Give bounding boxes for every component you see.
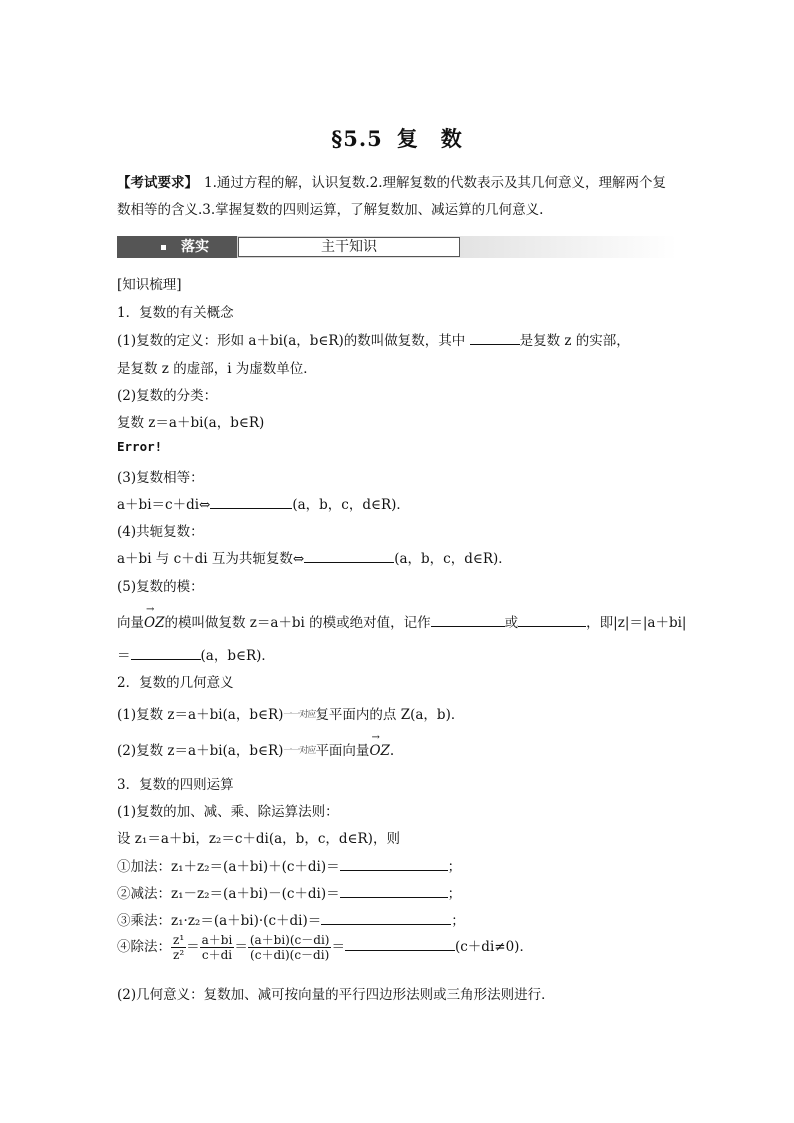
requirements-tag: 【考试要求】 [117, 175, 198, 191]
line-addition: ①加法：z₁＋z₂＝(a＋bi)＋(c＋di)＝ ； [117, 859, 462, 875]
line-geo-2: (2)复数 z＝a＋bi(a，b∈R)一一对应平面向量→ OZ. [117, 739, 394, 759]
square-bullet-icon [161, 245, 166, 250]
blank-conjugate [304, 550, 394, 563]
line-geo-1: (1)复数 z＝a＋bi(a，b∈R)一一对应复平面内的点 Z(a，b)． [117, 707, 465, 723]
blank-real-part [470, 332, 520, 345]
heading-1: 1．复数的有关概念 [117, 305, 234, 321]
one-to-one-arrow: 一一对应 [283, 746, 316, 756]
blank-multiplication [321, 912, 451, 925]
blank-addition [340, 858, 448, 871]
fraction-ab: $\frac{a+bi}{c+di}$ [201, 933, 233, 962]
line-imag-part: 是复数 z 的虚部，i 为虚数单位． [117, 361, 317, 377]
one-to-one-arrow: 一一对应 [283, 710, 316, 720]
line-modulus-def: 向量→ OZ的模叫做复数 z＝a＋bi 的模或绝对值，记作 或 ，即|z|＝|a＋bi| [117, 611, 686, 631]
blank-modulus-2 [518, 614, 586, 627]
requirements-text: 1.通过方程的解，认识复数.2.理解复数的代数表示及其几何意义，理解两个复数相等的含义.3.掌握复数的四则运算，了解复数加、减运算的几何意义. [117, 175, 667, 218]
banner-right-label: 主干知识 [238, 237, 460, 257]
exam-requirements [117, 170, 677, 224]
line-complex-z: 复数 z＝a＋bi(a，b∈R) [117, 415, 265, 431]
blank-equality [210, 496, 292, 509]
line-conjugate-formula: a＋bi 与 c＋di 互为共轭复数⇔ (a，b，c，d∈R)． [117, 551, 512, 567]
line-modulus: (5)复数的模： [117, 579, 204, 595]
vector-oz: → OZ [369, 743, 389, 759]
knowledge-heading: [知识梳理] [117, 277, 182, 293]
heading-2: 2．复数的几何意义 [117, 675, 234, 691]
line-subtraction: ②减法：z₁－z₂＝(a＋bi)－(c＋di)＝ ； [117, 886, 462, 902]
blank-division [345, 938, 455, 951]
line-let: 设 z₁＝a＋bi，z₂＝c＋di(a，b，c，d∈R)，则 [117, 831, 400, 847]
vector-oz: → OZ [144, 615, 164, 631]
section-banner [117, 236, 677, 258]
line-geometric-meaning: (2)几何意义：复数加、减可按向量的平行四边形法则或三角形法则进行． [117, 987, 555, 1003]
line-division: ④除法： $\frac{\text{z¹}}{\text{z²}}$ ＝ $\frac{a+bi}{c+di}$ ＝ $\frac{(a+bi)(c-di)}{(c+di)(c-di)}$ ＝ (c＋di≠0)． [117, 933, 533, 962]
banner-left-label: 落实 [181, 239, 209, 255]
section-number: §5.5 [331, 126, 383, 151]
fraction-expanded: $\frac{(a+bi)(c-di)}{(c+di)(c-di)}$ [249, 933, 330, 962]
banner-left [117, 236, 237, 258]
line-rules: (1)复数的加、减、乘、除运算法则： [117, 804, 339, 820]
line-definition: (1)复数的定义：形如 a＋bi(a，b∈R)的数叫做复数，其中 是复数 z 的实部， [117, 333, 630, 349]
blank-subtraction [340, 885, 448, 898]
line-conjugate: (4)共轭复数： [117, 524, 204, 540]
line-classification: (2)复数的分类： [117, 388, 218, 404]
page-title [0, 123, 794, 153]
line-multiplication: ③乘法：z₁·z₂＝(a＋bi)·(c＋di)＝ ； [117, 913, 465, 929]
blank-modulus-1 [431, 614, 505, 627]
fraction-z: $\frac{\text{z¹}}{\text{z²}}$ [173, 933, 185, 962]
section-name: 复 数 [396, 126, 463, 151]
line-equality: (3)复数相等： [117, 470, 204, 486]
line-equality-formula: a＋bi＝c＋di⇔ (a，b，c，d∈R)． [117, 497, 410, 513]
heading-3: 3．复数的四则运算 [117, 777, 234, 793]
error-text: Error! [117, 439, 163, 454]
line-modulus-value: ＝ (a，b∈R)． [117, 648, 275, 664]
blank-modulus-value [131, 647, 201, 660]
